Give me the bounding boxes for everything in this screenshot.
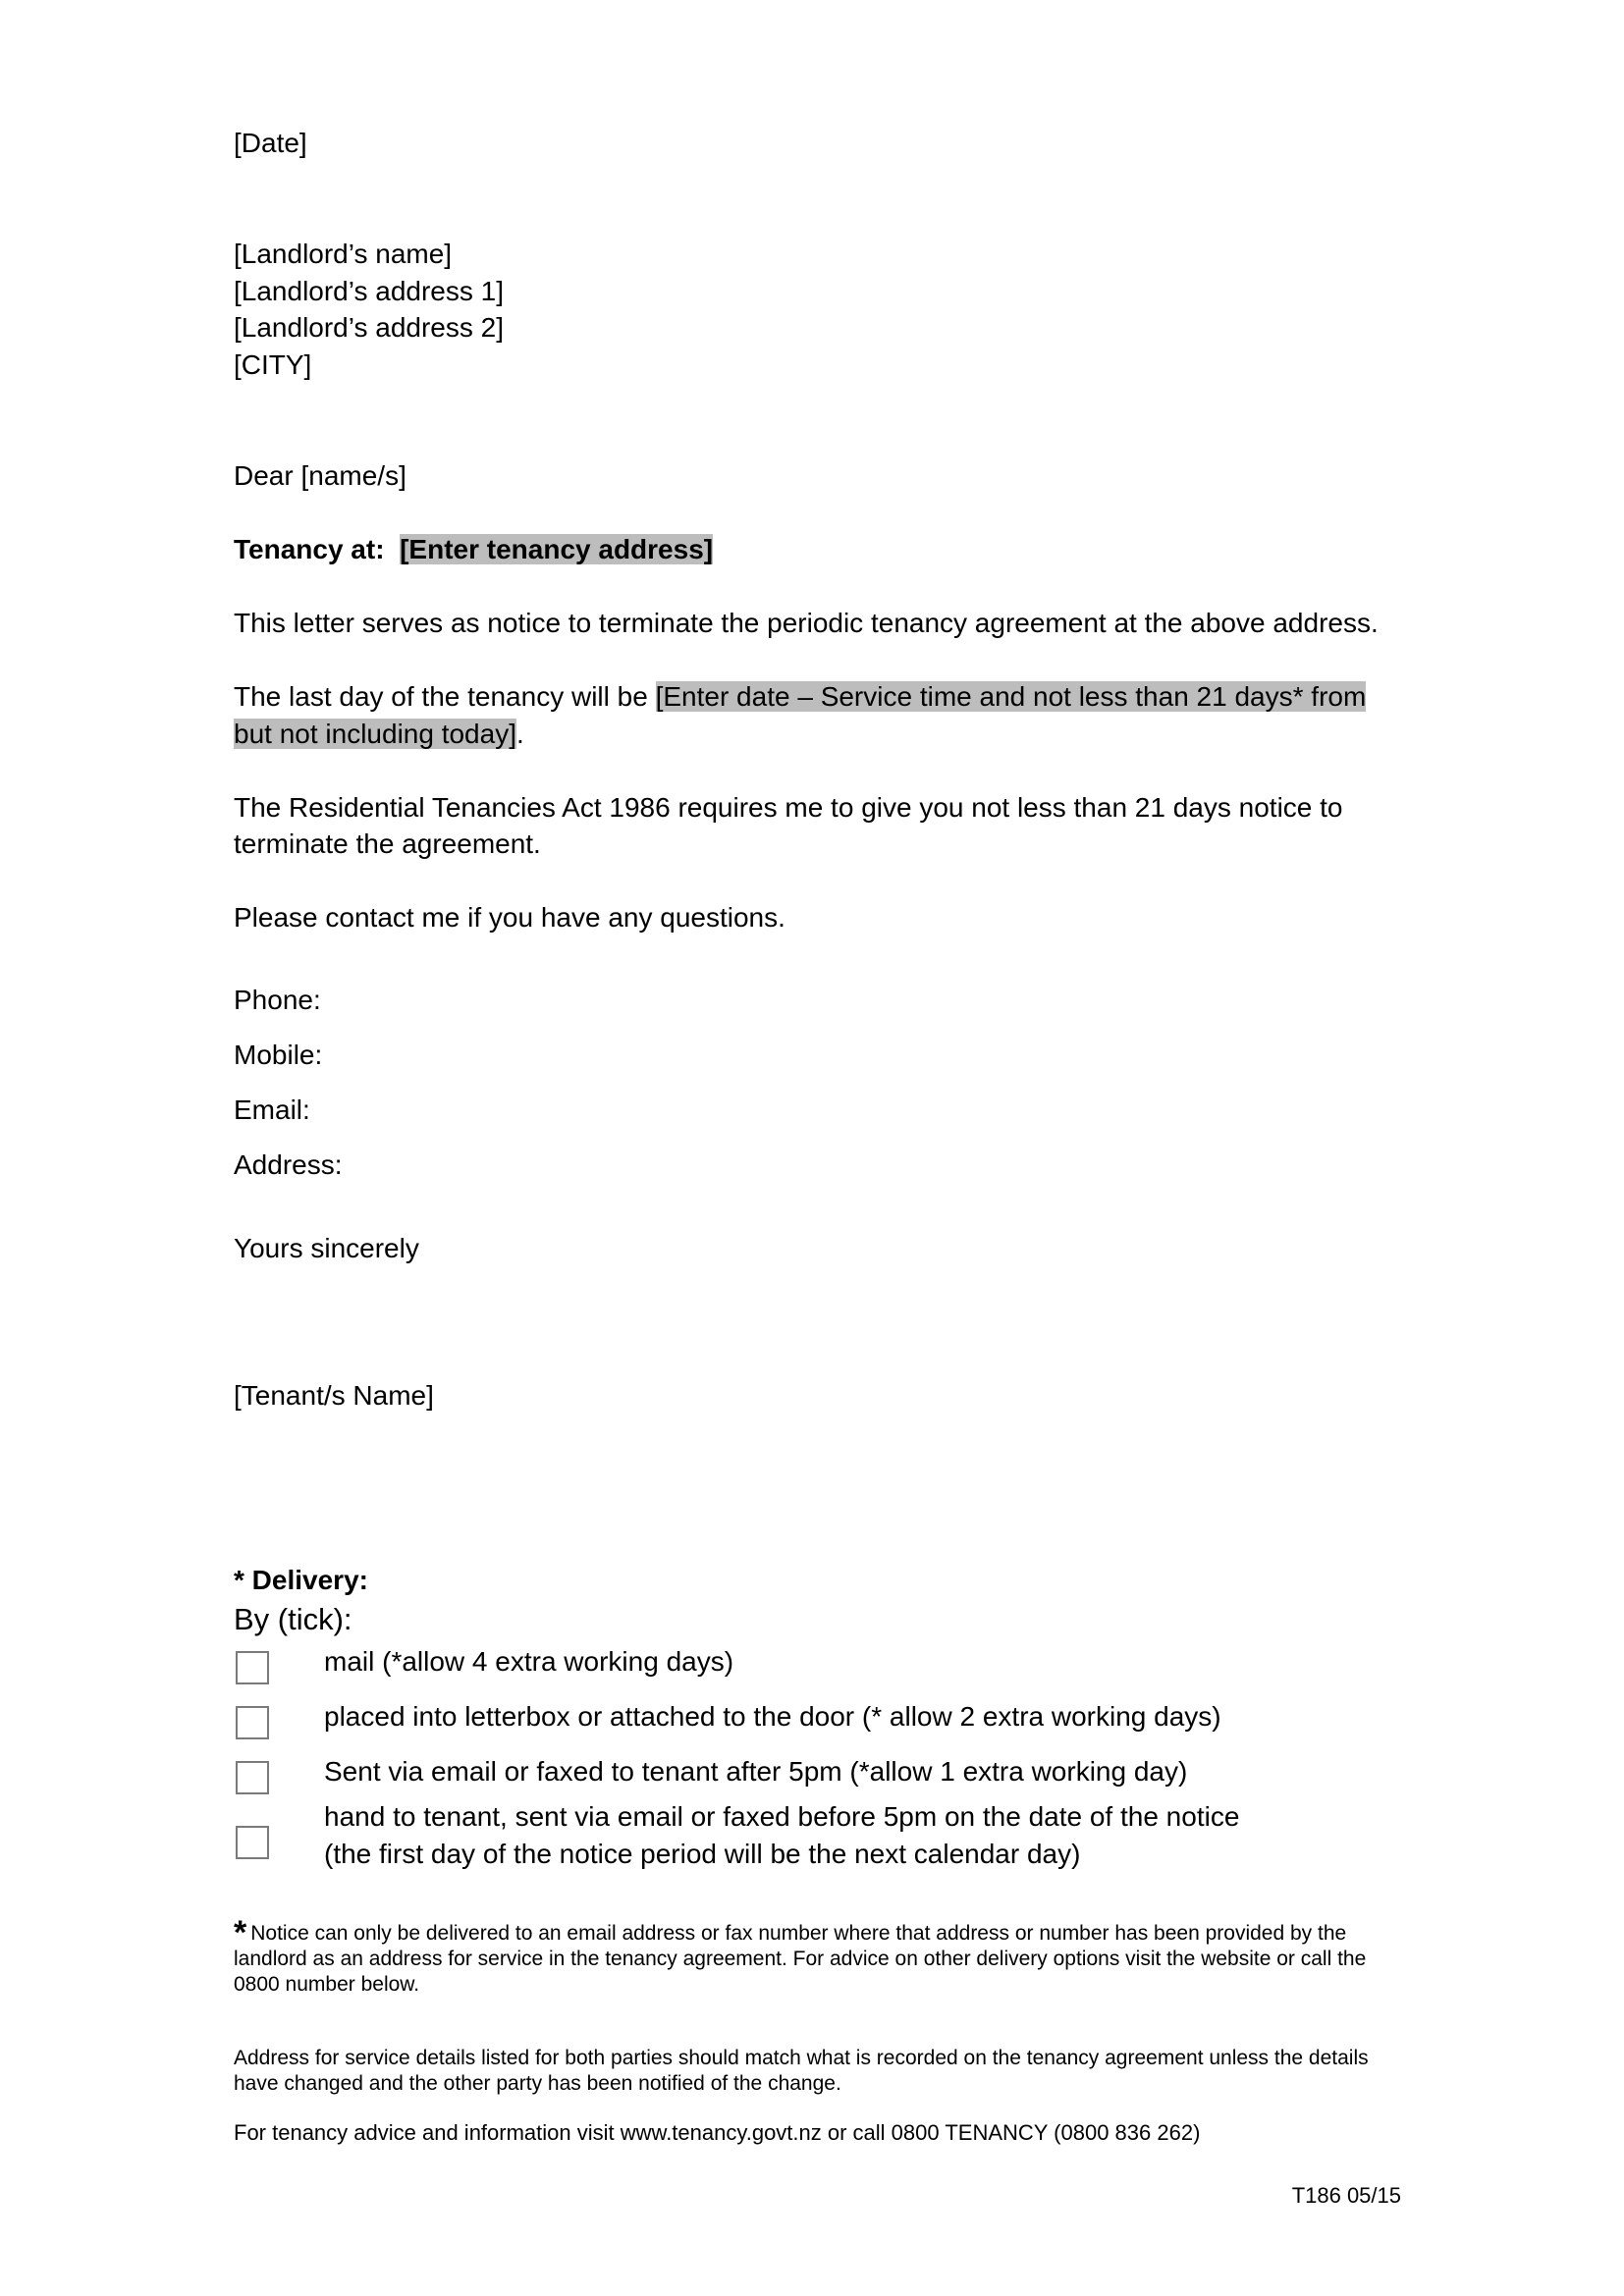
by-tick-label: By (tick): [234,1602,352,1636]
last-day-date-field-cont[interactable]: but not including today] [234,719,516,749]
email-label: Email: [234,1095,310,1125]
notice-paragraph: This letter serves as notice to terminate the periodic tenancy agreement at the above address. [234,608,1379,638]
last-day-line-2 [234,716,524,753]
tenancy-line [234,531,713,568]
recipient-city: [CITY] [234,349,312,380]
act-paragraph-line-1: The Residential Tenancies Act 1986 requires me to give you not less than 21 days notice to [234,792,1343,823]
address-for-service-note: Address for service details listed for both parties should match what is recorded on the tenancy agreement unless the details have changed and the other party has been notified of the change. [234,2047,1369,2095]
delivery-option-mail: mail (*allow 4 extra working days) [324,1646,734,1677]
recipient-address-2: [Landlord’s address 2] [234,312,504,343]
delivery-checkbox-email-after-5pm[interactable] [236,1761,269,1794]
last-day-date-field[interactable]: [Enter date – Service time and not less than 21 days* from [655,681,1367,712]
salutation: Dear [name/s] [234,460,406,491]
tenancy-label: Tenancy at: [234,534,385,564]
asterisk-mark: * [234,1914,247,1951]
phone-label: Phone: [234,985,321,1015]
last-day-suffix: . [515,719,524,749]
signature-name: [Tenant/s Name] [234,1380,434,1411]
footer-info: For tenancy advice and information visit www.tenancy.govt.nz or call 0800 TENANCY (0800 836 262) [234,2120,1201,2145]
recipient-address-1: [Landlord’s address 1] [234,276,504,306]
address-label: Address: [234,1149,343,1180]
delivery-note [234,1914,1412,1998]
closing: Yours sincerely [234,1233,419,1263]
contact-paragraph: Please contact me if you have any questions. [234,902,785,933]
date-placeholder: [Date] [234,128,307,158]
mobile-label: Mobile: [234,1040,323,1070]
form-code: T186 05/15 [1291,2183,1401,2208]
delivery-heading: * Delivery: [234,1565,368,1595]
delivery-option-letterbox: placed into letterbox or attached to the door (* allow 2 extra working days) [324,1701,1221,1732]
delivery-option-hand-line-1: hand to tenant, sent via email or faxed before 5pm on the date of the notice [324,1801,1240,1832]
last-day-line-1 [234,678,1366,716]
delivery-checkbox-mail[interactable] [236,1651,269,1684]
delivery-checkbox-hand[interactable] [236,1826,269,1859]
delivery-option-hand-line-2: (the first day of the notice period will be the next calendar day) [324,1839,1081,1869]
recipient-name: [Landlord’s name] [234,239,453,269]
delivery-option-email-after-5pm: Sent via email or faxed to tenant after 5pm (*allow 1 extra working day) [324,1756,1188,1787]
tenancy-address-field[interactable]: [Enter tenancy address] [400,534,714,564]
delivery-note-text: Notice can only be delivered to an email address or fax number where that address or number has been provided by the landlord as an address for service in the tenancy agreement. For advice on other delivery options visit the website or call the 0800 number below. [234,1922,1367,1996]
delivery-checkbox-letterbox[interactable] [236,1706,269,1739]
act-paragraph-line-2: terminate the agreement. [234,828,541,859]
last-day-prefix: The last day of the tenancy will be [234,681,656,712]
